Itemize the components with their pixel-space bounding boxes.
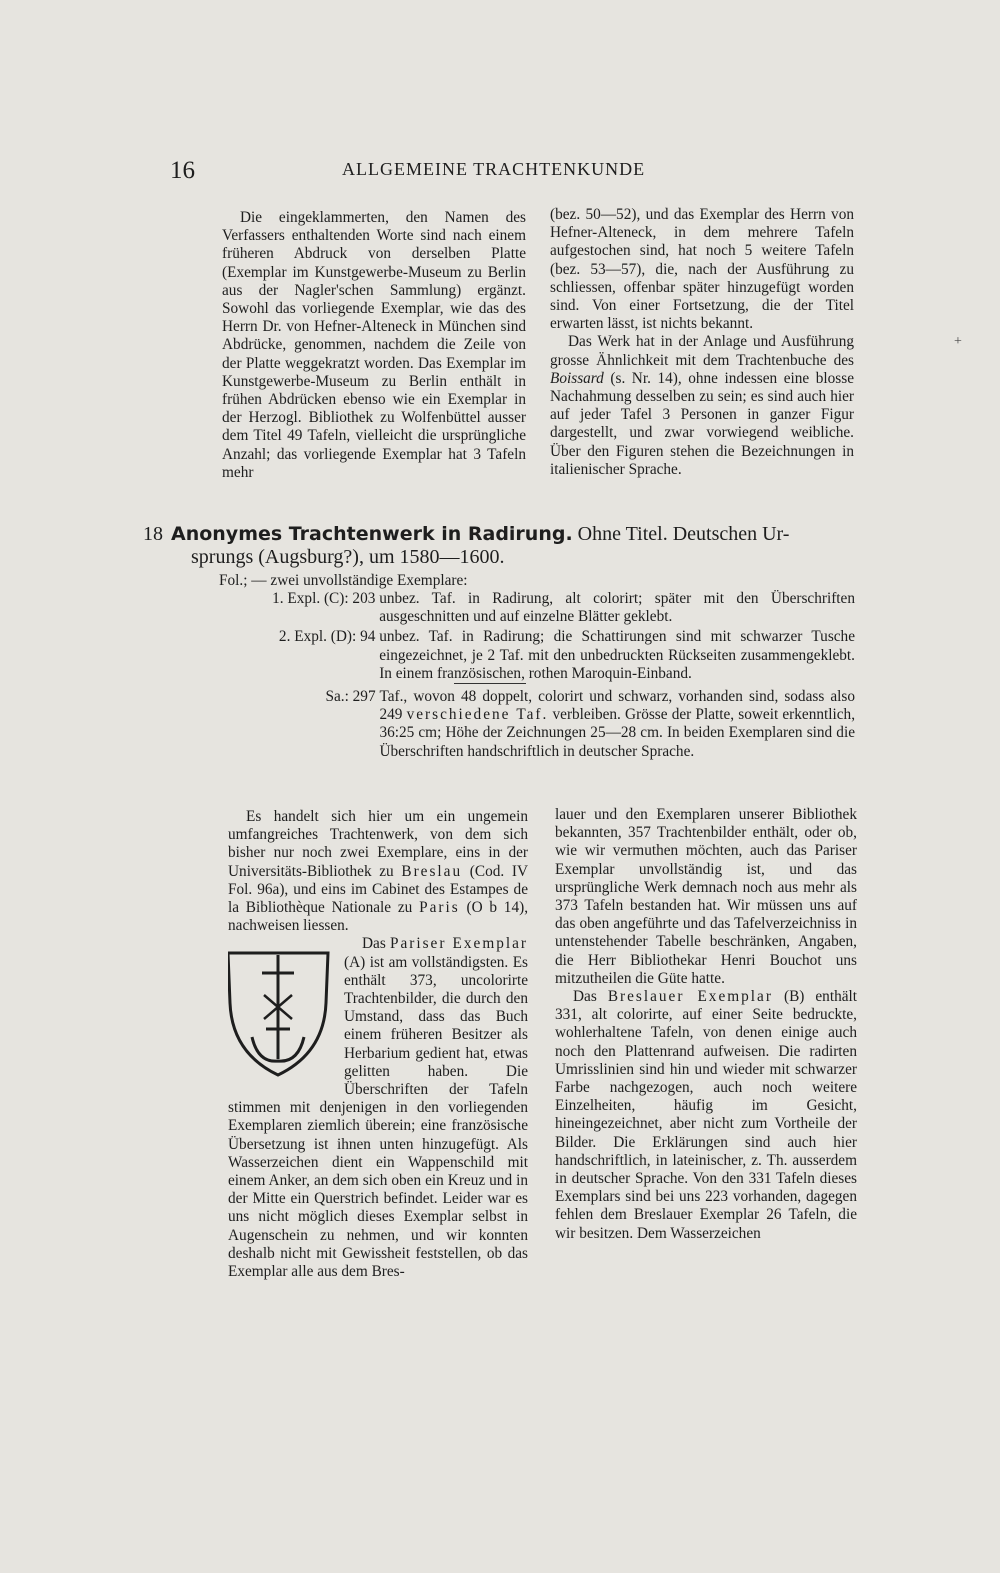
- entry-subtitle: Ohne Titel. Deutschen Ur-: [577, 523, 790, 545]
- paragraph: Die eingeklammerten, den Namen des Verfassers enthaltenden Worte sind nach einem früheren Abdruck von derselben Platte (Exemplar im Kunstgewerbe-Museum zu Berlin aus der Nagler'schen Sammlung) ergänzt. Sowohl das vorliegende Exemplar, wie das des Herrn Dr. von Hefner-Alteneck in München sind Abdrücke, genommen, nachdem die Zeile von der Platte weggekratzt worden. Das Exemplar im Kunstgewerbe-Museum zu Berlin enthält in frühen Abdrücken ebenso wie ein Exemplar in der Herzogl. Bibliothek zu Wolfenbüttel ausser dem Titel 49 Tafeln, vielleicht die ursprüngliche Anzahl; das vorliegende Exemplar hat 3 Tafeln mehr: [222, 209, 526, 481]
- copy-description: unbez. Taf. in Radirung; die Schattirungen sind mit schwarzer Tusche eingezeichnet, je 2 Taf. mit den unbedruckten Rückseiten zusammengeklebt. In einem französischen, rothen Maroquin-Einband.: [379, 628, 855, 682]
- spaced-text: Breslauer Exemplar: [607, 988, 773, 1006]
- sum-rule: [454, 683, 526, 684]
- copy-label: 2. Expl. (D): 94: [278, 628, 376, 646]
- text-run: (Cod. IV Fol. 96a), und eins im Cabinet des Estampes de la Bibliothèque Nationale zu: [228, 862, 529, 917]
- text-run: (A) ist am vollständigsten. Es enthält 373, uncolorirte Trachtenbilder, die durch den Umstand, dass das Buch einem früheren Besitzer als Herbarium gedient hat, etwas gelitten haben. Die Überschriften der Tafeln stimmen mit denjenigen in den vorliegenden Exemplaren ziemlich überein; eine französische Übersetzung ist ihnen unten hinzugefügt. Als Wasserzeichen dient ein Wappenschild mit einem Anker, an dem sich oben ein Kreuz und in der Mitte ein Querstrich befindet. Leider war es uns nicht möglich dieses Exemplar selbst in Augenschein zu nehmen, und wir konnten deshalb nicht mit Gewissheit feststellen, ob das Exemplar alle aus dem Bres-: [228, 953, 528, 1281]
- copy-description: unbez. Taf. in Radirung, alt colorirt; später mit den Überschriften ausgeschnitten und auf einzelne Blätter geklebt.: [379, 590, 855, 626]
- text-run: Es handelt sich hier um ein ungemein umfangreiches Trachtenwerk, von dem sich bisher nur noch zwei Exemplare, eins in der Universitäts-Bibliothek zu: [228, 808, 528, 880]
- catalog-entry: [143, 523, 855, 761]
- spaced-text: verschiedene Taf.: [406, 706, 549, 724]
- sum-row: [301, 688, 855, 761]
- spaced-text: Breslau: [401, 862, 463, 880]
- page-header: [0, 157, 1000, 187]
- watermark-shield-icon: [228, 941, 334, 1081]
- text-run: Das Werk hat in der Anlage und Ausführung grosse Ähnlichkeit mit dem Trachtenbuche des: [550, 333, 854, 369]
- margin-mark: +: [954, 334, 962, 349]
- text-run: (s. Nr. 14), ohne indessen eine blosse Nachahmung desselben zu sein; es sind auch hier auf jeder Tafel 3 Personen in ganzer Figur dargestellt, und zwar vorwiegend weibliche. Über den Figuren stehen die Bezeichnungen in italienischer Sprache.: [550, 369, 854, 478]
- paragraph: [550, 333, 854, 479]
- text-run: Taf., wovon 48 doppelt, colorirt und schwarz, vorhanden sind, sodass also 249: [379, 688, 855, 724]
- entry-title: Anonymes Trachtenwerk in Radirung.: [171, 523, 573, 545]
- text-run: (B) enthält 331, alt colorirte, auf einer Seite bedruckte, wohlerhaltene Tafeln, von denen einige auch noch den Plattenrand aufweisen. Die radirten Umrisslinien sind hin und wieder mit schwarzer Farbe nachgezogen, auch noch weitere Einzelheiten, häufig im Gesicht, hineingezeichnet, aber nicht zum Vortheile der Bilder. Die Erklärungen sind auch hier handschriftlich, in lateinischer, z. Th. ausserdem in deutscher Sprache. Von den 331 Tafeln dieses Exemplars sind bei uns 223 vorhanden, dagegen fehlen dem Breslauer Exemplar 26 Tafeln, die wir besitzen. Dem Wasserzeichen: [555, 988, 858, 1242]
- bottom-left-column: [228, 808, 528, 1281]
- entry-format: Fol.; — zwei unvollständige Exemplare:: [219, 572, 468, 589]
- text-run: Das: [573, 988, 597, 1006]
- copy-label: 1. Expl. (C): 203: [272, 590, 376, 607]
- text-run: Das: [362, 935, 386, 953]
- entry-number: 18: [143, 523, 163, 545]
- text-run: (O b 14), nachweisen liessen.: [228, 899, 529, 935]
- text-run: verbleiben. Grösse der Platte, soweit erkenntlich, 36:25 cm; Höhe der Zeichnungen 25—28 cm. In beiden Exemplaren sind die Überschriften handschriftlich in deutscher Sprache.: [379, 706, 856, 760]
- copy-row: [240, 628, 855, 683]
- paragraph: lauer und den Exemplaren unserer Bibliothek bekannten, 357 Trachtenbilder enthält, oder ob, wie wir vermuthen möchten, auch das Pariser Exemplar unvollständig ist, und das ursprüngliche Werk demnach noch aus mehr als 373 Tafeln bestanden hat. Wir müssen uns auf das oben angeführte und das Tafelverzeichniss in untenstehender Tabelle beschränken, Angaben, die Herr Bibliothekar Henri Bouchot uns mitzutheilen die Güte hatte.: [555, 806, 857, 987]
- top-right-column: [550, 206, 854, 479]
- paragraph: (bez. 50—52), und das Exemplar des Herrn von Hefner-Alteneck, in dem mehrere Tafeln aufgestochen sind, hat noch 5 weitere Tafeln (bez. 53—57), die, nach der Ausführung zu schliessen, offenbar später hinzugefügt worden sind. Von einer Fortsetzung, die der Titel erwarten lässt, ist nichts bekannt.: [550, 206, 854, 333]
- entry-heading: [143, 523, 855, 546]
- paragraph: [555, 988, 857, 1243]
- spaced-text: Pariser Exemplar: [389, 935, 528, 953]
- author-name: Boissard: [550, 369, 604, 387]
- entry-subtitle-continued: sprungs (Augsburg?), um 1580—1600.: [191, 546, 505, 568]
- sum-label: Sa.: 297: [325, 688, 376, 706]
- sum-description: [379, 688, 855, 761]
- spaced-text: Paris: [419, 899, 460, 917]
- bottom-right-column: [555, 806, 857, 1243]
- paragraph: [228, 808, 528, 935]
- top-left-column: [222, 209, 526, 482]
- copy-row: [240, 590, 855, 626]
- running-title: ALLGEMEINE TRACHTENKUNDE: [342, 159, 646, 179]
- page-number: 16: [170, 157, 195, 184]
- paragraph: [228, 935, 528, 1281]
